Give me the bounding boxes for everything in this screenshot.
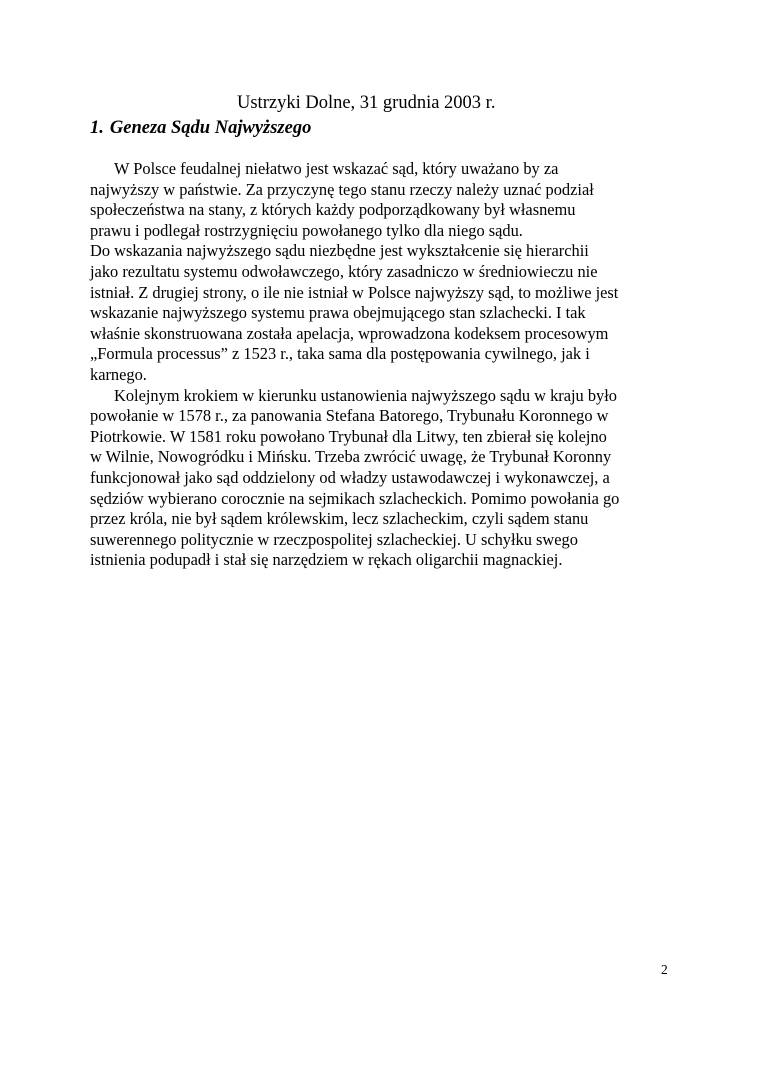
paragraph-line: jako rezultatu systemu odwoławczego, który zasadniczo w średniowieczu nie [90, 261, 598, 281]
section-number: 1. [90, 118, 104, 138]
paragraph-line: Kolejnym krokiem w kierunku ustanowienia najwyższego sądu w kraju było [114, 385, 617, 405]
paragraph-line: suwerennego politycznie w rzeczpospolitej szlacheckiej. U schyłku swego [90, 529, 578, 549]
paragraph-line: właśnie skonstruowana została apelacja, wprowadzona kodeksem procesowym [90, 323, 609, 343]
paragraph-line: społeczeństwa na stany, z których każdy podporządkowany był własnemu [90, 200, 576, 220]
paragraph-line: przez króla, nie był sądem królewskim, lecz szlacheckim, czyli sądem stanu [90, 509, 589, 529]
paragraph-line: Do wskazania najwyższego sądu niezbędne jest wykształcenie się hierarchii [90, 241, 589, 261]
paragraph-line: sędziów wybierano corocznie na sejmikach szlacheckich. Pomimo powołania go [90, 488, 620, 508]
paragraph-line: funkcjonował jako sąd oddzielony od władzy ustawodawczej i wykonawczej, a [90, 467, 610, 487]
paragraph-line: istnienia podupadł i stał się narzędziem w rękach oligarchii magnackiej. [90, 550, 563, 570]
paragraph-line: istniał. Z drugiej strony, o ile nie istniał w Polsce najwyższy sąd, to możliwe jest [90, 282, 619, 302]
page-number: 2 [661, 962, 668, 977]
section-heading [90, 117, 690, 139]
paragraph-line: prawu i podlegał rostrzygnięciu powołanego tylko dla niego sądu. [90, 220, 523, 240]
paragraph-line: w Wilnie, Nowogródku i Mińsku. Trzeba zwrócić uwagę, że Trybunał Koronny [90, 447, 612, 467]
paragraph-line: karnego. [90, 364, 147, 384]
place-date-line: Ustrzyki Dolne, 31 grudnia 2003 r. [237, 93, 496, 113]
paragraph-line: najwyższy w państwie. Za przyczynę tego stanu rzeczy należy uznać podział [90, 179, 594, 199]
body-text [90, 159, 680, 571]
paragraph-line: powołanie w 1578 r., za panowania Stefana Batorego, Trybunału Koronnego w [90, 406, 609, 426]
paragraph-line: W Polsce feudalnej niełatwo jest wskazać sąd, który uważano by za [114, 159, 559, 178]
paragraph-line: „Formula processus” z 1523 r., taka sama dla postępowania cywilnego, jak i [90, 344, 590, 364]
paragraph-line: wskazanie najwyższego systemu prawa obejmującego stan szlachecki. I tak [90, 303, 586, 323]
section-title: Geneza Sądu Najwyższego [109, 118, 312, 138]
paragraph-line: Piotrkowie. W 1581 roku powołano Trybunał dla Litwy, ten zbierał się kolejno [90, 426, 607, 446]
